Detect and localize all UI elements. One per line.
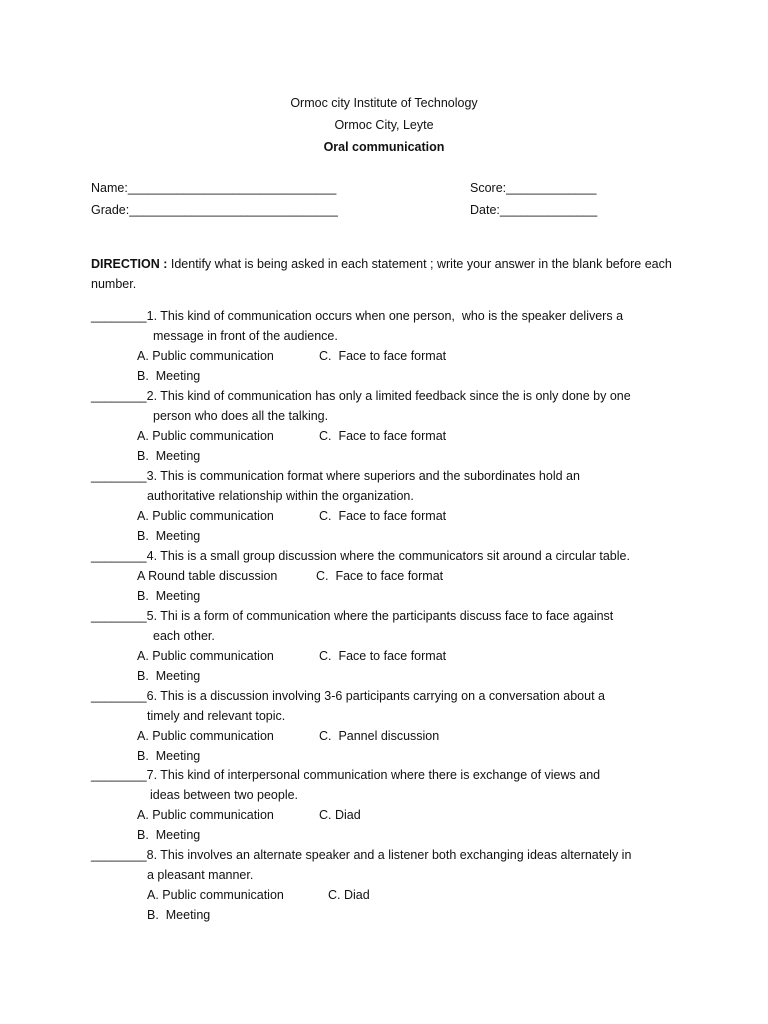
- question-2-choice-c: C. Face to face format: [319, 429, 447, 443]
- question-7-choice-a: A. Public communication: [137, 808, 274, 822]
- direction-text: Identify what is being asked in each statement ; write your answer in the blank before each: [167, 257, 672, 271]
- subject-title: Oral communication: [323, 140, 445, 154]
- question-3-text-cont: authoritative relationship within the organization.: [147, 489, 414, 503]
- question-4-choice-a: A Round table discussion: [137, 569, 278, 583]
- question-5-choice-a: A. Public communication: [137, 649, 274, 663]
- question-8-choice-b: B. Meeting: [147, 908, 211, 922]
- question-6-choice-b: B. Meeting: [137, 749, 201, 763]
- institution-name: Ormoc city Institute of Technology: [290, 96, 478, 110]
- question-6-text-cont: timely and relevant topic.: [147, 709, 286, 723]
- question-5-choice-c: C. Face to face format: [319, 649, 447, 663]
- question-7-choice-c: C. Diad: [319, 808, 361, 822]
- direction-line-1: [91, 256, 672, 272]
- date-field: Date:______________: [470, 203, 598, 217]
- question-8-choice-a: A. Public communication: [147, 888, 284, 902]
- score-field: Score:_____________: [470, 181, 597, 195]
- institution-location: Ormoc City, Leyte: [334, 118, 434, 132]
- question-6-choice-c: C. Pannel discussion: [319, 729, 440, 743]
- grade-field: Grade:______________________________: [91, 203, 338, 217]
- question-2-choice-b: B. Meeting: [137, 449, 201, 463]
- question-7-choice-b: B. Meeting: [137, 828, 201, 842]
- question-2-choice-a: A. Public communication: [137, 429, 274, 443]
- question-3-choice-c: C. Face to face format: [319, 509, 447, 523]
- question-6-text: ________6. This is a discussion involving 3-6 participants carrying on a conversation about a: [91, 689, 605, 703]
- question-1-choice-c: C. Face to face format: [319, 349, 447, 363]
- question-5-choice-b: B. Meeting: [137, 669, 201, 683]
- direction-label: DIRECTION :: [91, 257, 168, 271]
- question-7-text-cont: ideas between two people.: [150, 788, 299, 802]
- question-8-text: ________8. This involves an alternate speaker and a listener both exchanging ideas alternately in: [91, 848, 632, 862]
- question-8-choice-c: C. Diad: [328, 888, 370, 902]
- question-1-text: ________1. This kind of communication occurs when one person, who is the speaker delivers a: [91, 309, 624, 323]
- question-5-text-cont: each other.: [153, 629, 215, 643]
- name-field: Name:______________________________: [91, 181, 337, 195]
- question-3-text: ________3. This is communication format where superiors and the subordinates hold an: [91, 469, 580, 483]
- question-6-choice-a: A. Public communication: [137, 729, 274, 743]
- question-2-text: ________2. This kind of communication has only a limited feedback since the is only done by one: [91, 389, 631, 403]
- question-4-choice-c: C. Face to face format: [316, 569, 444, 583]
- question-8-text-cont: a pleasant manner.: [147, 868, 254, 882]
- question-3-choice-a: A. Public communication: [137, 509, 274, 523]
- question-4-text: ________4. This is a small group discussion where the communicators sit around a circular table.: [91, 549, 630, 563]
- question-5-text: ________5. Thi is a form of communication where the participants discuss face to face against: [91, 609, 614, 623]
- question-2-text-cont: person who does all the talking.: [153, 409, 329, 423]
- question-7-text: ________7. This kind of interpersonal communication where there is exchange of views and: [91, 768, 601, 782]
- question-3-choice-b: B. Meeting: [137, 529, 201, 543]
- question-4-choice-b: B. Meeting: [137, 589, 201, 603]
- question-1-choice-a: A. Public communication: [137, 349, 274, 363]
- question-1-choice-b: B. Meeting: [137, 369, 201, 383]
- question-1-text-cont: message in front of the audience.: [153, 329, 338, 343]
- direction-line-2: number.: [91, 277, 137, 291]
